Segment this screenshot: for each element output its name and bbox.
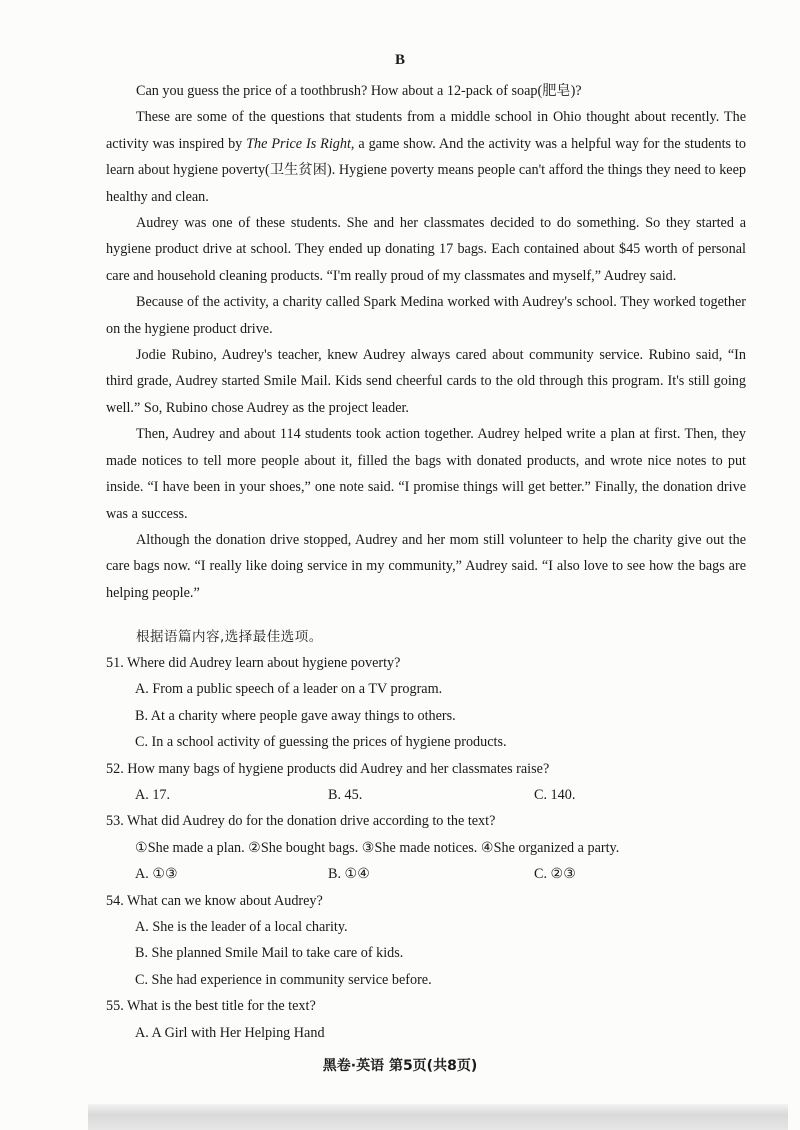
option-b: B. 45.: [328, 787, 363, 804]
option-a: A. 17.: [135, 787, 171, 804]
question-stem: 51. Where did Audrey learn about hygiene poverty?: [106, 655, 401, 671]
options-row: [106, 782, 746, 808]
option-a: A. She is the leader of a local charity.: [135, 919, 348, 936]
instruction: 根据语篇内容,选择最佳选项。: [136, 629, 323, 645]
paragraph-2-part-2: , a game show. And the activity was a helpful way for the students to learn about hygiene poverty(卫生贫困). Hygiene poverty means people can't afford the things they need to keep healthy and clean.: [106, 135, 746, 205]
question-52: [106, 756, 746, 809]
options-row: [106, 861, 746, 887]
reading-passage: [106, 78, 746, 606]
passage-paragraph-1: Can you guess the price of a toothbrush? How about a 12-pack of soap(肥皂)?: [136, 83, 582, 99]
passage-paragraph-6: Then, Audrey and about 114 students took action together. Audrey helped write a plan at first. Then, they made notices to tell more people about it, filled the bags with donated products, and wrote nice notes to put inside. “I have been in your shoes,” one note said. “I promise things will get better.” Finally, the donation drive was a success.: [106, 426, 746, 522]
question-stem: 55. What is the best title for the text?: [106, 998, 316, 1015]
section-title: B: [394, 52, 405, 68]
statement-list: ①She made a plan. ②She bought bags. ③She made notices. ④She organized a party.: [135, 839, 620, 856]
option-c: C. 140.: [534, 787, 576, 804]
passage-paragraph-2: [106, 104, 746, 210]
option-a: A. ①③: [135, 866, 178, 883]
option-c: C. She had experience in community service before.: [135, 971, 432, 988]
option-b: B. She planned Smile Mail to take care of kids.: [135, 945, 404, 962]
paragraph-2-part-1: These are some of the questions that students from a middle school in Ohio thought about recently. The activity was inspired by: [106, 109, 746, 152]
question-53: [106, 808, 746, 887]
scan-edge-shadow: [88, 1104, 788, 1130]
question-list: [106, 650, 746, 1046]
question-stem: 53. What did Audrey do for the donation drive according to the text?: [106, 813, 496, 830]
passage-paragraph-3: Audrey was one of these students. She and her classmates decided to do something. So they started a hygiene product drive at school. They ended up donating 17 bags. Each contained about $45 worth of personal care and household cleaning products. “I'm really proud of my classmates and myself,” Audrey said.: [106, 215, 746, 284]
option-c: C. In a school activity of guessing the prices of hygiene products.: [135, 734, 507, 751]
question-51: [106, 650, 746, 756]
option-c: C. ②③: [534, 866, 576, 883]
option-a: A. From a public speech of a leader on a TV program.: [135, 681, 443, 698]
passage-paragraph-7: Although the donation drive stopped, Audrey and her mom still volunteer to help the charity give out the care bags now. “I really like doing service in my community,” Audrey said. “I also love to see how the bags are helping people.”: [106, 531, 746, 601]
question-stem: 54. What can we know about Audrey?: [106, 892, 323, 909]
passage-paragraph-5: Jodie Rubino, Audrey's teacher, knew Audrey always cared about community service. Rubino said, “In third grade, Audrey started Smile Mail. Kids send cheerful cards to the old through this program. It's still going well.” So, Rubino chose Audrey as the project leader.: [106, 347, 746, 416]
option-b: B. At a charity where people gave away things to others.: [135, 707, 456, 724]
option-b: B. ①④: [328, 866, 370, 883]
question-stem: 52. How many bags of hygiene products did Audrey and her classmates raise?: [106, 760, 550, 777]
question-54: [106, 888, 746, 994]
option-a: A. A Girl with Her Helping Hand: [135, 1024, 325, 1041]
show-title: The Price Is Right: [246, 135, 351, 152]
passage-paragraph-4: Because of the activity, a charity called Spark Medina worked with Audrey's school. They worked together on the hygiene product drive.: [106, 294, 746, 337]
page-footer: 黑卷·英语 第5页(共8页): [322, 1058, 478, 1074]
question-55: [106, 993, 746, 1046]
